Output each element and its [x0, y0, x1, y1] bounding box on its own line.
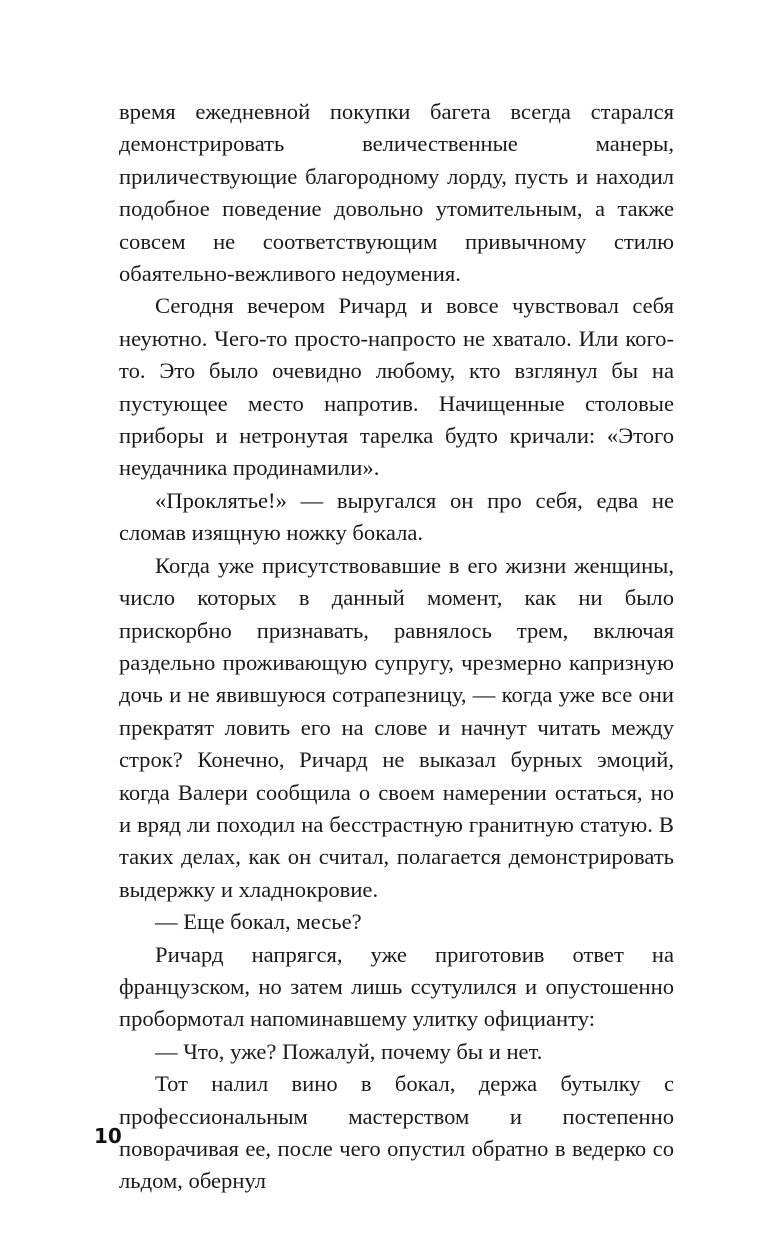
body-text [119, 96, 674, 1198]
paragraph: — Что, уже? Пожалуй, почему бы и нет. [155, 1038, 543, 1064]
paragraph: Сегодня вечером Ричард и вовсе чувствовал себя неуютно. Чего-то просто-напросто не хватало. Или кого-то. Это было очевидно любому, кто взглянул бы на пустующее место напротив. Начищенные столовые приборы и нетронутая тарелка будто кричали: «Этого неудачника продинамили». [119, 293, 674, 481]
paragraph: время ежедневной покупки багета всегда старался демонстрировать величественные манеры, приличествующие благородному лорду, пусть и находил подобное поведение довольно утомительным, а также совсем не соответствующим привычному стилю обаятельно-вежливого недоумения. [119, 99, 674, 287]
paragraph: Тот налил вино в бокал, держа бутылку с профессиональным мастерством и постепенно поворачивая ее, после чего опустил обратно в ведерко со льдом, обернул [119, 1071, 674, 1194]
page-number: 10 [94, 1124, 122, 1148]
paragraph: Ричард напрягся, уже приготовив ответ на французском, но затем лишь ссутулился и опустошенно пробормотал напоминавшему улитку официанту: [119, 941, 674, 1032]
paragraph: «Проклятье!» — выругался он про себя, едва не сломав изящную ножку бокала. [119, 487, 674, 546]
paragraph: Когда уже присутствовавшие в его жизни женщины, число которых в данный момент, как ни было прискорбно признавать, равнялось трем, включая раздельно проживающую супругу, чрезмерно капризную дочь и не явившуюся сотрапезницу, — когда уже все они прекратят ловить его на слове и начнут читать между строк? Конечно, Ричард не выказал бурных эмоций, когда Валери сообщила о своем намерении остаться, но и вряд ли походил на бесстрастную гранитную статую. В таких делах, как он считал, полагается демонстрировать выдержку и хладнокровие. [119, 552, 674, 902]
paragraph: — Еще бокал, месье? [155, 909, 362, 935]
